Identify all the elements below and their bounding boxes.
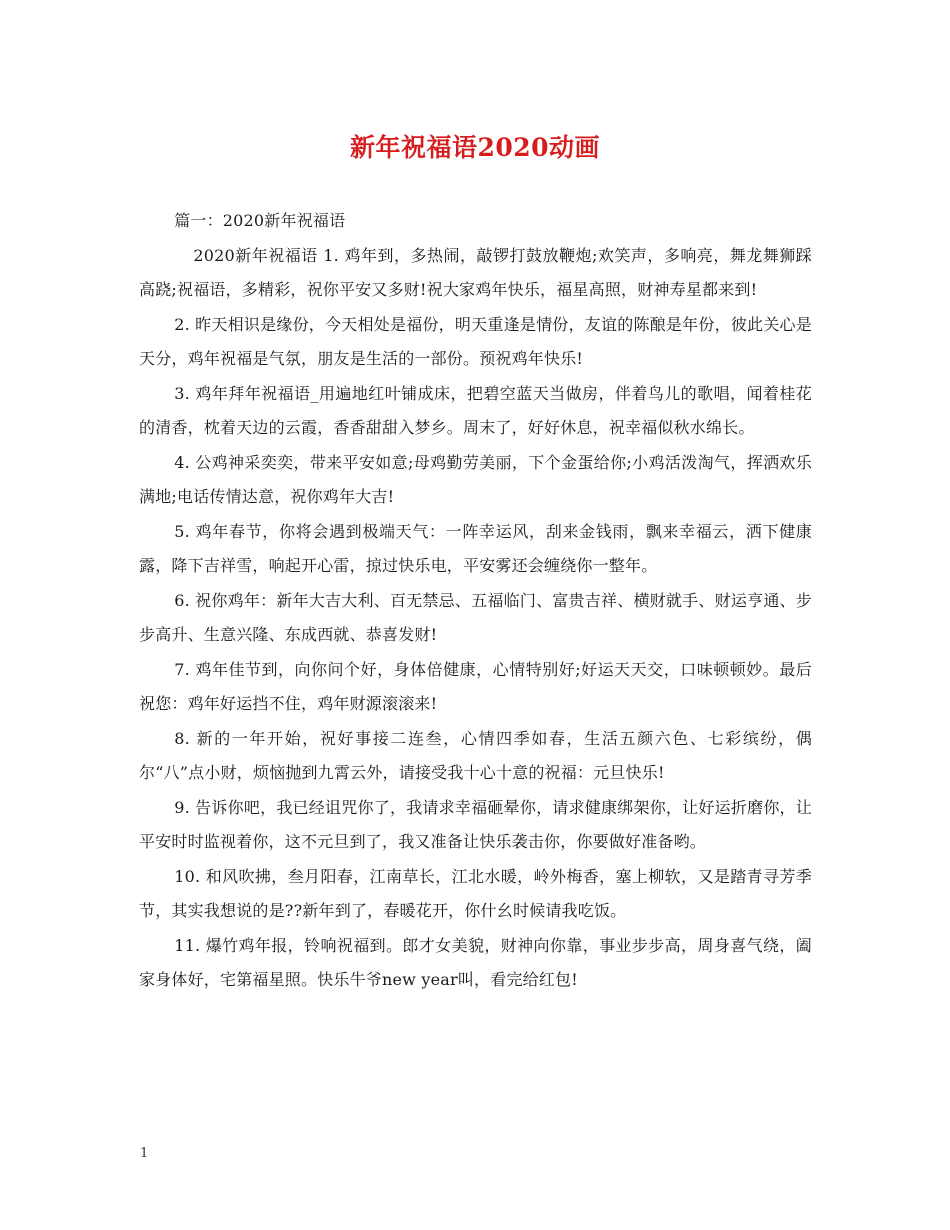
- paragraph: 2020新年祝福语 1. 鸡年到，多热闹，敲锣打鼓放鞭炮;欢笑声，多响亮，舞龙舞狮踩高跷;祝福语，多精彩，祝你平安又多财!祝大家鸡年快乐，福星高照，财神寿星都来到!: [139, 245, 812, 299]
- paragraph: 3. 鸡年拜年祝福语_用遍地红叶铺成床，把碧空蓝天当做房，伴着鸟儿的歌唱，闻着桂花的清香，枕着天边的云霞，香香甜甜入梦乡。周末了，好好休息，祝幸福似秋水绵长。: [139, 383, 812, 437]
- paragraph: 4. 公鸡神采奕奕，带来平安如意;母鸡勤劳美丽，下个金蛋给你;小鸡活泼淘气，挥洒欢乐满地;电话传情达意，祝你鸡年大吉!: [139, 452, 812, 506]
- document-body: [139, 204, 812, 998]
- paragraph: 5. 鸡年春节，你将会遇到极端天气：一阵幸运风，刮来金钱雨，飘来幸福云，洒下健康露，降下吉祥雪，响起开心雷，掠过快乐电，平安雾还会缠绕你一整年。: [139, 521, 812, 575]
- paragraph: 2. 昨天相识是缘份，今天相处是福份，明天重逢是情份，友谊的陈酿是年份，彼此关心是天分，鸡年祝福是气氛，朋友是生活的一部份。预祝鸡年快乐!: [139, 314, 812, 368]
- paragraph: 10. 和风吹拂，叁月阳春，江南草长，江北水暖，岭外梅香，塞上柳软，又是踏青寻芳季节，其实我想说的是??新年到了，春暖花开，你什幺时候请我吃饭。: [139, 866, 812, 920]
- paragraph: 7. 鸡年佳节到，向你问个好，身体倍健康，心情特别好;好运天天交，口味顿顿妙。最后祝您：鸡年好运挡不住，鸡年财源滚滚来!: [139, 659, 812, 713]
- document-title: 新年祝福语2020动画: [349, 133, 601, 162]
- paragraph: 9. 告诉你吧，我已经诅咒你了，我请求幸福砸晕你，请求健康绑架你，让好运折磨你，让平安时时监视着你，这不元旦到了，我又准备让快乐袭击你，你要做好准备哟。: [139, 797, 812, 851]
- page-number: 1: [140, 1146, 149, 1161]
- section-heading: 篇一：2020新年祝福语: [174, 211, 346, 230]
- paragraph: 8. 新的一年开始，祝好事接二连叁，心情四季如春，生活五颜六色、七彩缤纷，偶尔“八”点小财，烦恼抛到九霄云外，请接受我十心十意的祝福：元旦快乐!: [139, 728, 812, 782]
- paragraph: 11. 爆竹鸡年报，铃响祝福到。郎才女美貌，财神向你靠，事业步步高，周身喜气绕，阖家身体好，宅第福星照。快乐牛爷new year叫，看完给红包!: [139, 935, 812, 989]
- paragraph: 6. 祝你鸡年：新年大吉大利、百无禁忌、五福临门、富贵吉祥、横财就手、财运亨通、步步高升、生意兴隆、东成西就、恭喜发财!: [139, 590, 812, 644]
